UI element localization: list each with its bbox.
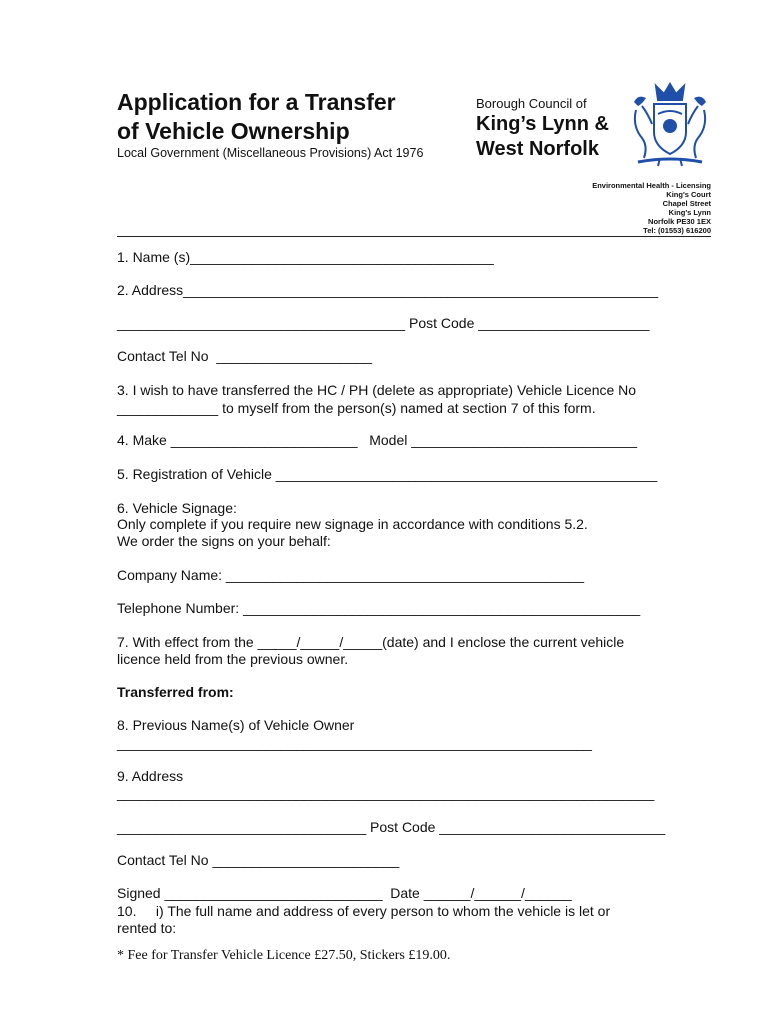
- header-divider: [117, 236, 711, 237]
- make-model-field[interactable]: 4. Make ________________________ Model _____________________________: [117, 432, 638, 448]
- contact-tel-field[interactable]: Contact Tel No ____________________: [117, 348, 373, 364]
- name-field[interactable]: 1. Name (s)_______________________________________: [117, 249, 494, 265]
- address-line: Tel: (01553) 616200: [643, 226, 711, 235]
- signage-heading: 6. Vehicle Signage:: [117, 500, 237, 516]
- licence-number-field[interactable]: _____________ to myself from the person(s) named at section 7 of this form.: [117, 400, 596, 416]
- telephone-number-field[interactable]: Telephone Number: ___________________________________________________: [117, 600, 641, 616]
- company-name-field[interactable]: Company Name: ______________________________________________: [117, 567, 585, 583]
- signage-note: We order the signs on your behalf:: [117, 533, 331, 549]
- previous-contact-tel-field[interactable]: Contact Tel No ________________________: [117, 852, 400, 868]
- coat-of-arms-icon: [628, 80, 712, 168]
- previous-address-field[interactable]: _____________________________________________________________________: [117, 785, 655, 801]
- effective-date-field[interactable]: 7. With effect from the _____/_____/_____(date) and I enclose the current vehicle: [117, 634, 625, 650]
- office-address: [592, 181, 711, 235]
- section-10-text: 10. i) The full name and address of every person to whom the vehicle is let or: [117, 903, 611, 919]
- transferred-from-heading: Transferred from:: [117, 684, 234, 700]
- effective-date-note: licence held from the previous owner.: [117, 651, 349, 667]
- fee-note: * Fee for Transfer Vehicle Licence £27.50, Stickers £19.00.: [117, 948, 451, 963]
- signage-instruction: Only complete if you require new signage in accordance with conditions 5.2.: [117, 516, 588, 532]
- address-line: Chapel Street: [662, 199, 711, 208]
- council-logo-text: [476, 95, 609, 162]
- logo-line-3: West Norfolk: [476, 138, 599, 160]
- address-line: Environmental Health - Licensing: [592, 181, 711, 190]
- section-10-text-continued: rented to:: [117, 920, 177, 936]
- address-postcode-field[interactable]: _____________________________________ Post Code ______________________: [117, 315, 650, 331]
- previous-postcode-field[interactable]: ________________________________ Post Code _____________________________: [117, 819, 666, 835]
- page-title: [117, 88, 457, 146]
- previous-owner-label: 8. Previous Name(s) of Vehicle Owner: [117, 717, 355, 733]
- logo-line-1: Borough Council of: [476, 96, 587, 111]
- signed-date-field[interactable]: Signed ____________________________ Date ______/______/______: [117, 885, 572, 901]
- address-line: King's Court: [666, 190, 711, 199]
- title-line-2: of Vehicle Ownership: [117, 118, 350, 144]
- previous-owner-field[interactable]: _____________________________________________________________: [117, 735, 592, 751]
- address-line: Norfolk PE30 1EX: [648, 217, 711, 226]
- address-field[interactable]: 2. Address_____________________________________________________________: [117, 282, 659, 298]
- act-subtitle: Local Government (Miscellaneous Provisions) Act 1976: [117, 146, 424, 160]
- previous-address-label: 9. Address: [117, 768, 184, 784]
- address-line: King's Lynn: [668, 208, 711, 217]
- logo-line-2: King’s Lynn &: [476, 113, 609, 135]
- registration-field[interactable]: 5. Registration of Vehicle _________________________________________________: [117, 466, 658, 482]
- licence-transfer-text: 3. I wish to have transferred the HC / PH (delete as appropriate) Vehicle Licence No: [117, 382, 637, 398]
- title-line-1: Application for a Transfer: [117, 89, 396, 115]
